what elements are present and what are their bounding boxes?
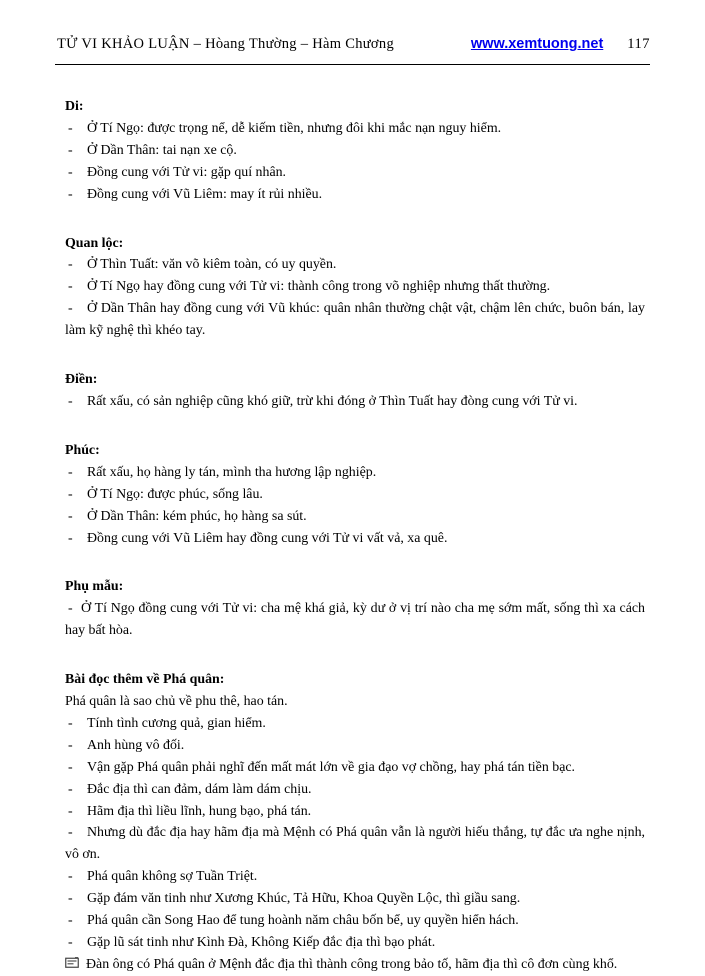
list-item-text: Phá quân không sợ Tuần Triệt.	[87, 869, 258, 885]
bullet-dash: -	[68, 781, 73, 797]
list-item	[65, 462, 645, 484]
section-heading: Bài đọc thêm về Phá quân:	[65, 672, 225, 688]
list-item-text: Ở Tí Ngọ hay đồng cung với Tử vi: thành công trong võ nghiệp nhưng thất thường.	[87, 279, 551, 295]
list-item	[65, 118, 645, 140]
list-item	[65, 735, 645, 757]
bullet-dash: -	[68, 257, 73, 273]
header-title: TỬ VI KHẢO LUẬN – Hòang Thường – Hàm Chương	[57, 36, 394, 52]
bullet-dash: -	[68, 601, 73, 617]
list-item	[65, 276, 645, 298]
list-item-text: Hãm địa thì liều lĩnh, hung bạo, phá tán.	[87, 803, 312, 819]
list-item-text: Vận gặp Phá quân phải nghĩ đến mất mát lớn về gia đạo vợ chồng, hay phá tán tiền bạc.	[87, 759, 575, 775]
section-phu-mau	[65, 576, 645, 642]
list-item	[65, 254, 645, 276]
list-item-text: Rất xấu, họ hàng ly tán, mình tha hương lập nghiệp.	[87, 464, 377, 480]
bullet-dash: -	[68, 464, 73, 480]
section-heading: Di:	[65, 99, 84, 114]
list-item	[65, 184, 645, 206]
bullet-dash: -	[68, 142, 73, 158]
header-link[interactable]: www.xemtuong.net	[470, 36, 604, 52]
bullet-dash: -	[68, 301, 73, 317]
list-item-text: Đồng cung với Vũ Liêm hay đồng cung với Tử vi vất vả, xa quê.	[87, 530, 448, 546]
list-item-text: Ở Tí Ngọ: được trọng nể, dễ kiếm tiền, nhưng đôi khi mắc nạn nguy hiểm.	[87, 120, 502, 136]
bullet-dash: -	[68, 186, 73, 202]
note-text: Đàn ông có Phá quân ở Mệnh đắc địa thì thành công trong bảo tố, hãm địa thì cô đơn cùng khổ.	[86, 956, 618, 972]
list-item	[65, 506, 645, 528]
note-icon	[65, 954, 79, 976]
section-di	[65, 96, 645, 206]
page-header	[57, 36, 650, 53]
list-item-text: Ở Thìn Tuất: văn võ kiêm toàn, có uy quyền.	[87, 257, 337, 273]
page-number: 117	[627, 36, 650, 52]
bullet-dash: -	[68, 486, 73, 502]
bullet-dash: -	[68, 737, 73, 753]
bullet-dash: -	[68, 508, 73, 524]
list-item	[65, 598, 645, 642]
page-content	[65, 96, 645, 976]
section-heading: Quan lộc:	[65, 235, 124, 251]
section-phuc	[65, 440, 645, 550]
list-item	[65, 888, 645, 910]
list-item-text: Rất xấu, có sản nghiệp cũng khó giữ, trừ khi đóng ở Thìn Tuất hay đòng cung với Tử vi.	[87, 393, 578, 409]
list-item	[65, 779, 645, 801]
list-item-text: Nhưng dù đắc địa hay hãm địa mà Mệnh có Phá quân vẫn là người hiếu thắng, tự đắc ưa nghe nịnh, vô ơn.	[65, 825, 645, 863]
list-item	[65, 866, 645, 888]
bullet-dash: -	[68, 825, 73, 841]
bullet-dash: -	[68, 120, 73, 136]
list-item-text: Tính tình cương quả, gian hiểm.	[87, 715, 266, 731]
bullet-dash: -	[68, 935, 73, 950]
section-dien	[65, 369, 645, 413]
list-item	[65, 528, 645, 550]
list-item	[65, 757, 645, 779]
list-item	[65, 822, 645, 866]
bullet-dash: -	[68, 891, 73, 907]
list-item-text: Phá quân cần Song Hao để tung hoành năm châu bốn bể, uy quyền hiển hách.	[87, 913, 519, 929]
bullet-dash: -	[68, 279, 73, 295]
list-item-text: Ở Tí Ngọ đồng cung với Tử vi: cha mệ khá giả, kỳ dư ở vị trí nào cha mẹ sớm mất, sống thì xa cách hay bất hòa.	[65, 601, 645, 639]
bullet-dash: -	[68, 913, 73, 929]
list-item-text: Gặp lũ sát tinh như Kình Đà, Không Kiếp đắc địa thì bạo phát.	[87, 935, 436, 950]
bullet-dash: -	[68, 759, 73, 775]
list-item	[65, 162, 645, 184]
list-item	[65, 910, 645, 932]
bullet-dash: -	[68, 393, 73, 409]
list-item	[65, 391, 645, 413]
section-heading: Phụ mẫu:	[65, 579, 124, 595]
bullet-dash: -	[68, 869, 73, 885]
list-item-text: Ở Dần Thân: tai nạn xe cộ.	[87, 142, 237, 158]
list-item	[65, 484, 645, 506]
section-quan-loc	[65, 233, 645, 343]
list-item	[65, 801, 645, 823]
bullet-dash: -	[68, 715, 73, 731]
list-item-text: Ở Dần Thân hay đồng cung với Vũ khúc: quân nhân thường chật vật, chậm lên chức, buôn bán, lay làm kỹ nghệ thì khéo tay.	[65, 301, 645, 339]
list-item	[65, 298, 645, 342]
list-item	[65, 140, 645, 162]
section-heading: Phúc:	[65, 442, 100, 458]
bullet-dash: -	[68, 164, 73, 180]
header-rule	[55, 64, 650, 65]
bullet-dash: -	[68, 530, 73, 546]
list-item-text: Gặp đám văn tinh như Xương Khúc, Tả Hữu, Khoa Quyền Lộc, thì giầu sang.	[87, 891, 521, 907]
list-item-text: Ở Dần Thân: kém phúc, họ hàng sa sút.	[87, 508, 307, 524]
list-item-text: Đồng cung với Vũ Liêm: may ít rủi nhiều.	[87, 186, 323, 202]
section-heading: Điền:	[65, 372, 98, 388]
list-item-text: Đồng cung với Tử vi: gặp quí nhân.	[87, 164, 287, 180]
list-item	[65, 713, 645, 735]
list-item-text: Đắc địa thì can đảm, dám làm dám chịu.	[87, 781, 312, 797]
list-item-text: Ở Tí Ngọ: được phúc, sống lâu.	[87, 486, 263, 502]
section-pha-quan	[65, 669, 645, 976]
note-paragraph	[65, 954, 645, 976]
list-item	[65, 932, 645, 954]
list-item-text: Anh hùng vô đối.	[87, 737, 185, 753]
bullet-dash: -	[68, 803, 73, 819]
section-intro: Phá quân là sao chủ về phu thê, hao tán.	[65, 694, 288, 710]
